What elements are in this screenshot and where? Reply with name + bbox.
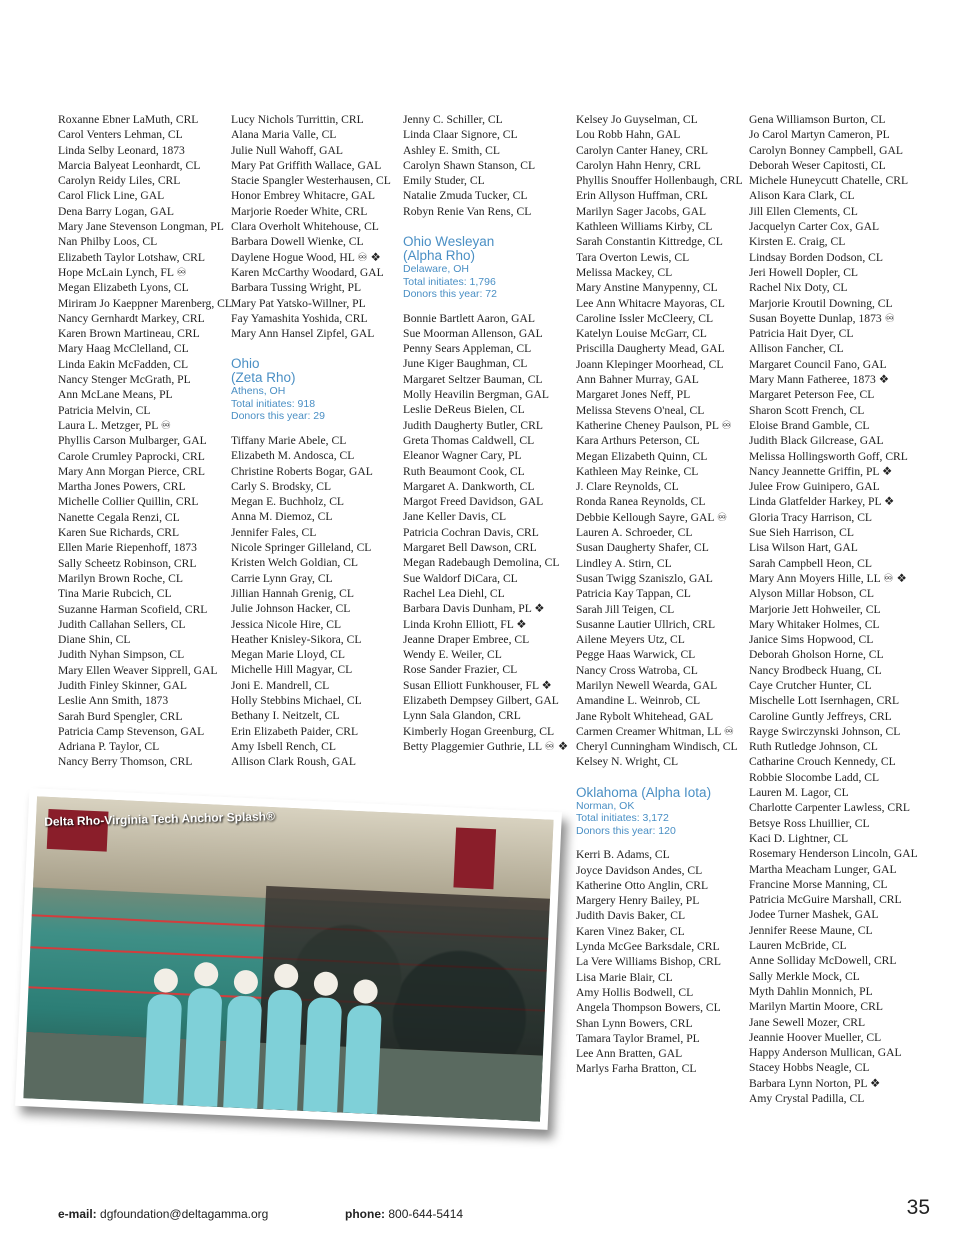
column-4	[576, 112, 746, 1077]
donor-name: Stacie Spangler Westerhausen, CL	[231, 174, 391, 188]
donor-name: J. Clare Reynolds, CL	[576, 480, 679, 494]
section-title-chapter: (Zeta Rho)	[231, 370, 296, 386]
donor-name: Katherine Cheney Paulson, PL ♾	[576, 418, 732, 432]
donor-name: Betsye Ross Lhuillier, CL	[749, 816, 870, 830]
donor-name: Ailene Meyers Utz, CL	[576, 633, 685, 647]
donor-name: Fay Yamashita Yoshida, CRL	[231, 311, 368, 325]
donor-name: Carolyn Reidy Liles, CRL	[58, 174, 181, 188]
anchor-splash-photo	[15, 788, 562, 1130]
column-2	[231, 112, 401, 769]
donor-name: Deborah Gholson Horne, CL	[749, 648, 884, 662]
donor-name: Barbara Lynn Norton, PL ❖	[749, 1076, 881, 1090]
section-title: Oklahoma (Alpha Iota)	[576, 784, 712, 800]
donor-name: Suzanne Harman Scofield, CRL	[58, 602, 208, 616]
donor-name: Sarah Jill Teigen, CL	[576, 602, 675, 616]
donor-name: Holly Stebbins Michael, CL	[231, 694, 362, 707]
ohio-wesleyan-list	[403, 311, 573, 755]
donor-name: Linda Glatfelder Harkey, PL ❖	[749, 495, 895, 509]
donor-name: Phyllis Carson Mulbarger, GAL	[58, 434, 207, 448]
donor-name: Tiffany Marie Abele, CL	[231, 433, 347, 447]
photo-person	[343, 1005, 382, 1114]
donor-name: Karen Brown Martineau, CRL	[58, 327, 200, 341]
donor-name: Amy Isbell Rench, CL	[231, 739, 336, 753]
donor-name: Tamara Taylor Bramel, PL	[576, 1031, 700, 1045]
footer-phone	[345, 1207, 463, 1221]
donor-name: Jane Keller Davis, CL	[403, 510, 507, 524]
donor-name: Elizabeth Dempsey Gilbert, GAL	[403, 694, 559, 707]
donor-name: Carly S. Brodsky, CL	[231, 479, 332, 493]
donor-name: Kelsey N. Wright, CL	[576, 755, 679, 769]
column-3	[403, 112, 573, 754]
donor-name: Myth Dahlin Monnich, PL	[749, 984, 873, 998]
donor-name: Elizabeth M. Andosca, CL	[231, 449, 355, 463]
donor-name: Lee Ann Bratten, GAL	[576, 1047, 683, 1061]
donor-name: Barbara Tussing Wright, PL	[231, 281, 362, 295]
donor-name: Jennifer Fales, CL	[231, 525, 317, 539]
donor-name: Bethany I. Neitzelt, CL	[231, 709, 340, 723]
donor-name: Bonnie Bartlett Aaron, GAL	[403, 311, 536, 325]
donor-name: Sarah Burd Spengler, CRL	[58, 709, 183, 723]
donor-name: Elizabeth Taylor Lotshaw, CRL	[58, 250, 205, 264]
donor-name: Mary Pat Yatsko-Willner, PL	[231, 296, 366, 310]
donor-name: Dena Barry Logan, GAL	[58, 204, 174, 218]
donor-name: Melissa Hollingsworth Goff, CRL	[749, 449, 908, 463]
donor-name: Sharon Scott French, CL	[749, 403, 865, 417]
donor-name: Francine Morse Manning, CL	[749, 877, 888, 891]
donor-name: Susan Elliott Funkhouser, FL ❖	[403, 678, 552, 692]
section-initiates: Total initiates: 3,172	[576, 812, 669, 825]
donor-name: Judith Davis Baker, CL	[576, 909, 686, 923]
donor-name: Carolyn Canter Haney, CRL	[576, 143, 708, 157]
donor-name: Leslie DeReus Bielen, CL	[403, 403, 525, 417]
donor-name: Michelle Collier Quillin, CRL	[58, 495, 199, 509]
donor-name: Tara Overton Lewis, CL	[576, 250, 690, 264]
donor-name: Carol Flick Line, GAL	[58, 189, 165, 203]
donor-name: Amy Hollis Bodwell, CL	[576, 985, 694, 999]
donor-name: Kara Arthurs Peterson, CL	[576, 434, 700, 448]
donor-name: Sally Merkle Mock, CL	[749, 969, 860, 983]
donor-name: Sue Waldorf DiCara, CL	[403, 571, 518, 585]
donor-name: Jodee Turner Mashek, GAL	[749, 908, 879, 922]
donor-name: Diane Shin, CL	[58, 633, 131, 647]
donor-name: Marcia Balyeat Leonhardt, CL	[58, 158, 201, 172]
donor-name: Marilyn Martin Moore, CRL	[749, 1000, 883, 1014]
donor-name: Melissa Stevens O'neal, CL	[576, 403, 705, 417]
photo-person	[263, 989, 302, 1110]
section-ohio-wesleyan	[403, 235, 573, 301]
donor-name: Michelle Hill Magyar, CL	[231, 663, 353, 677]
donor-name: Linda Selby Leonard, 1873	[58, 143, 185, 157]
donor-name: Kelsey Jo Guyselman, CL	[576, 113, 698, 126]
donor-name: Julie Null Wahoff, GAL	[231, 143, 343, 157]
donor-name: Mary Jane Stevenson Longman, PL	[58, 220, 224, 234]
donor-name: Ashley E. Smith, CL	[403, 143, 500, 157]
photo-banner	[453, 827, 496, 889]
donor-name: Martha Jones Powers, CRL	[58, 480, 186, 494]
donor-name: Sarah Campbell Heon, CL	[749, 556, 872, 570]
donor-name: Nancy Brodbeck Huang, CL	[749, 663, 882, 677]
donor-name: Patricia Cochran Davis, CRL	[403, 525, 539, 539]
donor-name: Patricia McGuire Marshall, CRL	[749, 893, 902, 907]
donor-name: Ellen Marie Riepenhoff, 1873	[58, 541, 197, 555]
donor-name: Marilyn Newell Wearda, GAL	[576, 678, 718, 692]
donor-name: Robbie Slocombe Ladd, CL	[749, 770, 880, 784]
donor-name: Judith Nyhan Simpson, CL	[58, 648, 185, 662]
donor-name: Caroline Guntly Jeffreys, CRL	[749, 709, 892, 723]
donor-name: Karen McCarthy Woodard, GAL	[231, 265, 384, 279]
photo-person	[223, 995, 262, 1108]
donor-name: Debbie Kellough Sayre, GAL ♾	[576, 510, 728, 524]
donor-name: Patricia Camp Stevenson, GAL	[58, 724, 205, 738]
donor-name: Jacquelyn Carter Cox, GAL	[749, 220, 880, 234]
donor-name: Janice Sims Hopwood, CL	[749, 633, 874, 647]
donor-name: Eloise Brand Gamble, CL	[749, 418, 870, 432]
donor-name: Judith Black Gilcrease, GAL	[749, 434, 884, 448]
donor-name: Barbara Davis Dunham, PL ❖	[403, 602, 545, 616]
donor-name: Jane Rybolt Whitehead, GAL	[576, 709, 714, 723]
donor-name: Susan Twigg Szaniszlo, GAL	[576, 571, 713, 585]
donor-name: Patricia Hait Dyer, CL	[749, 327, 854, 341]
donor-name: Karen Vinez Baker, CL	[576, 924, 685, 938]
donor-name: Carmen Creamer Whitman, LL ♾	[576, 724, 735, 738]
section-city: Athens, OH	[231, 385, 286, 398]
donor-name: Jeanne Draper Embree, CL	[403, 632, 530, 646]
donor-name: Catharine Crouch Kennedy, CL	[749, 755, 896, 769]
donor-name: Margaret Peterson Fee, CL	[749, 388, 875, 402]
donor-name: Jenny C. Schiller, CL	[403, 113, 503, 126]
donor-name: La Vere Williams Bishop, CRL	[576, 955, 721, 969]
donor-name: Michele Huneycutt Chatelle, CRL	[749, 174, 909, 188]
email-link[interactable]: dgfoundation@deltagamma.org	[100, 1207, 269, 1221]
donor-name: Miriram Jo Kaeppner Marenberg, CL	[58, 296, 232, 310]
donor-name: Heather Knisley-Sikora, CL	[231, 632, 362, 646]
donor-name: Marlys Farha Bratton, CL	[576, 1062, 697, 1076]
donor-name: Lynda McGee Barksdale, CRL	[576, 940, 720, 954]
donor-name: Ruth Beaumont Cook, CL	[403, 464, 525, 478]
donor-name: Sally Scheetz Robinson, CRL	[58, 556, 197, 570]
donor-name: Rose Sander Frazier, CL	[403, 663, 518, 677]
section-city: Norman, OK	[576, 799, 635, 812]
donor-name: Margery Henry Bailey, PL	[576, 894, 700, 908]
donor-name: Stacey Hobbs Neagle, CL	[749, 1061, 870, 1075]
donor-name: Sue Moorman Allenson, GAL	[403, 326, 543, 340]
donor-name: Linda Eakin McFadden, CL	[58, 357, 189, 371]
donor-name: Julee Frow Guinipero, GAL	[749, 480, 880, 494]
section-city: Delaware, OH	[403, 263, 469, 276]
donor-name: Hope McLain Lynch, FL ♾	[58, 265, 187, 279]
donor-name: Ann McLane Means, PL	[58, 388, 173, 402]
section-initiates: Total initiates: 918	[231, 397, 316, 410]
donor-name: Clara Overholt Whitehouse, CL	[231, 220, 379, 234]
donor-name: Jessica Nicole Hire, CL	[231, 617, 342, 631]
donor-name: Rosemary Henderson Lincoln, GAL	[749, 847, 918, 861]
donor-name: Erin Elizabeth Paider, CRL	[231, 724, 359, 738]
donor-name: Happy Anderson Mullican, GAL	[749, 1046, 902, 1060]
donor-name: Leslie Ann Smith, 1873	[58, 694, 169, 708]
photo-person	[303, 997, 342, 1112]
donor-name: Margaret Council Fano, GAL	[749, 357, 887, 371]
donor-name: Kerri B. Adams, CL	[576, 848, 670, 862]
donor-name: Jennifer Reese Maune, CL	[749, 923, 873, 937]
donor-name: Karen Sue Richards, CRL	[58, 526, 180, 540]
donor-name: Wendy E. Weiler, CL	[403, 648, 502, 662]
donor-name: Roxanne Ebner LaMuth, CRL	[58, 113, 199, 126]
col2-list	[231, 112, 401, 341]
donor-name: Amandine L. Weinrob, CL	[576, 694, 701, 708]
donor-name: Patricia Kay Tappan, CL	[576, 587, 691, 601]
donor-name: Sarah Constantin Kittredge, CL	[576, 235, 723, 249]
donor-name: Gena Williamson Burton, CL	[749, 113, 886, 126]
donor-name: Mary Pat Griffith Wallace, GAL	[231, 158, 382, 172]
donor-name: Margot Freed Davidson, GAL	[403, 495, 544, 509]
donor-name: Susan Boyette Dunlap, 1873 ♾	[749, 311, 895, 325]
donor-name: Nancy Stenger McGrath, PL	[58, 373, 191, 387]
donor-name: Susan Daugherty Shafer, CL	[576, 541, 709, 555]
donor-name: Barbara Dowell Wienke, CL	[231, 235, 364, 249]
donor-name: Jo Carol Martyn Cameron, PL	[749, 128, 890, 142]
section-title: Ohio	[231, 356, 260, 372]
donor-name: Anna M. Diemoz, CL	[231, 510, 333, 524]
col4-list	[576, 112, 746, 770]
donor-name: Penny Sears Appleman, CL	[403, 342, 532, 356]
donor-name: Carolyn Hahn Henry, CRL	[576, 158, 701, 172]
section-initiates: Total initiates: 1,796	[403, 275, 496, 288]
ohio-list	[231, 433, 401, 770]
photo-person	[183, 987, 222, 1106]
donor-name: Rachel Nix Doty, CL	[749, 281, 848, 295]
donor-name: Mary Haag McClelland, CL	[58, 342, 189, 356]
donor-name: Carole Crumley Paprocki, CRL	[58, 449, 205, 463]
donor-name: Carrie Lynn Gray, CL	[231, 571, 333, 585]
column-5	[749, 112, 934, 1106]
section-oklahoma	[576, 786, 746, 838]
donor-name: Megan Elizabeth Quinn, CL	[576, 449, 708, 463]
donor-name: Lauren McBride, CL	[749, 939, 847, 953]
donor-name: Carol Venters Lehman, CL	[58, 128, 183, 142]
donor-name: Marilyn Sager Jacobs, GAL	[576, 204, 707, 218]
donor-name: Charlotte Carpenter Lawless, CRL	[749, 801, 910, 815]
donor-name: June Kiger Baughman, CL	[403, 357, 528, 371]
donor-name: Honor Embrey Whitacre, GAL	[231, 189, 376, 203]
photo-image	[23, 796, 553, 1121]
donor-name: Lauren A. Schroeder, CL	[576, 526, 693, 540]
donor-name: Erin Allyson Huffman, CRL	[576, 189, 708, 203]
phone-label: phone:	[345, 1207, 385, 1221]
donor-name: Lindsay Borden Dodson, CL	[749, 250, 883, 264]
donor-name: Kristen Welch Goldian, CL	[231, 556, 359, 570]
donor-name: Tina Marie Rubcich, CL	[58, 587, 172, 601]
donor-name: Judith Finley Skinner, GAL	[58, 678, 187, 692]
donor-name: Julie Johnson Hacker, CL	[231, 602, 351, 616]
donor-name: Daylene Hogue Wood, HL ♾ ❖	[231, 250, 381, 264]
donor-name: Megan Elizabeth Lyons, CL	[58, 281, 189, 295]
donor-name: Kathleen Williams Kirby, CL	[576, 220, 713, 234]
donor-name: Priscilla Daugherty Mead, GAL	[576, 342, 725, 356]
donor-name: Phyllis Snouffer Hollenbaugh, CRL	[576, 174, 743, 188]
donor-name: Eleanor Wagner Cary, PL	[403, 449, 522, 463]
donor-name: Marilyn Brown Roche, CL	[58, 571, 183, 585]
donor-name: Rachel Lea Diehl, CL	[403, 586, 505, 600]
donor-name: Jeri Howell Dopler, CL	[749, 265, 859, 279]
donor-name: Marjorie Roeder White, CRL	[231, 204, 368, 218]
photo-caption: Delta Rho-Virginia Tech Anchor Splash®	[44, 809, 276, 829]
donor-name: Angela Thompson Bowers, CL	[576, 1001, 721, 1015]
donor-name: Carolyn Bonney Campbell, GAL	[749, 143, 903, 157]
phone-number: 800-644-5414	[388, 1207, 464, 1221]
donor-name: Joni E. Mandrell, CL	[231, 678, 330, 692]
donor-name: Lisa Wilson Hart, GAL	[749, 541, 858, 555]
donor-name: Kaci D. Lightner, CL	[749, 831, 849, 845]
donor-name: Jane Sewell Mozer, CRL	[749, 1015, 866, 1029]
donor-name: Patricia Melvin, CL	[58, 403, 151, 417]
photo-person	[143, 994, 182, 1105]
donor-name: Lou Robb Hahn, GAL	[576, 128, 681, 142]
donor-name: Ronda Ranea Reynolds, CL	[576, 495, 706, 509]
donor-name: Megan E. Buchholz, CL	[231, 495, 345, 509]
donor-name: Margaret Jones Neff, PL	[576, 388, 691, 402]
donor-name: Molly Heavilin Bergman, GAL	[403, 388, 549, 402]
donor-name: Lindley A. Stirn, CL	[576, 556, 672, 570]
donor-name: Lucy Nichols Turrittin, CRL	[231, 113, 364, 126]
donor-name: Linda Claar Signore, CL	[403, 128, 518, 142]
donor-name: Natalie Zmuda Tucker, CL	[403, 189, 528, 203]
donor-name: Pegge Haas Warwick, CL	[576, 648, 696, 662]
donor-name: Carolyn Shawn Stanson, CL	[403, 158, 536, 172]
donor-name: Caye Crutcher Hunter, CL	[749, 678, 872, 692]
donor-name: Deborah Weser Capitosti, CL	[749, 158, 886, 172]
donor-name: Margaret Seltzer Bauman, CL	[403, 372, 543, 386]
donor-name: Jeannie Hoover Mueller, CL	[749, 1030, 882, 1044]
donor-name: Alyson Millar Hobson, CL	[749, 587, 874, 601]
donor-name: Kathleen May Reinke, CL	[576, 464, 699, 478]
donor-name: Marjorie Jett Hohweiler, CL	[749, 602, 881, 616]
donor-name: Mary Anstine Manypenny, CL	[576, 281, 718, 295]
donor-name: Mary Whitaker Holmes, CL	[749, 617, 880, 631]
donor-name: Anne Solliday McDowell, CRL	[749, 954, 897, 968]
section-title-chapter: (Alpha Rho)	[403, 248, 476, 264]
donor-name: Mary Ann Hansel Zipfel, GAL	[231, 327, 375, 341]
section-ohio	[231, 357, 401, 423]
donor-name: Ruth Rutledge Johnson, CL	[749, 740, 878, 754]
section-title: Ohio Wesleyan	[403, 234, 495, 250]
donor-name: Linda Krohn Elliott, FL ❖	[403, 617, 527, 631]
donor-name: Nan Philby Loos, CL	[58, 235, 158, 249]
donor-name: Lauren M. Lagor, CL	[749, 786, 849, 800]
donor-name: Amy Crystal Padilla, CL	[749, 1092, 865, 1105]
donor-name: Lee Ann Whitacre Mayoras, CL	[576, 296, 725, 310]
donor-name: Kirsten E. Craig, CL	[749, 235, 846, 249]
donor-name: Emily Studer, CL	[403, 174, 485, 188]
donor-name: Jillian Hannah Grenig, CL	[231, 586, 354, 600]
donor-name: Sue Sieh Harrison, CL	[749, 526, 854, 540]
donor-name: Cheryl Cunningham Windisch, CL	[576, 740, 738, 754]
donor-name: Mary Ann Moyers Hille, LL ♾ ❖	[749, 571, 907, 585]
section-donors: Donors this year: 72	[403, 288, 497, 301]
donor-name: Megan Marie Lloyd, CL	[231, 648, 345, 662]
section-donors: Donors this year: 120	[576, 824, 676, 837]
donor-name: Susanne Lautier Ullrich, CRL	[576, 617, 716, 631]
col3-list	[403, 112, 573, 219]
donor-name: Caroline Issler McCleery, CL	[576, 311, 714, 325]
donor-name: Nancy Gernhardt Markey, CRL	[58, 311, 205, 325]
donor-name: Mischelle Lott Isernhagen, CRL	[749, 694, 900, 708]
footer-email	[58, 1207, 268, 1221]
donor-name: Lynn Sala Glandon, CRL	[403, 709, 521, 723]
donor-name: Judith Daugherty Butler, CRL	[403, 418, 543, 432]
donor-name: Margaret A. Dankworth, CL	[403, 479, 535, 493]
donor-name: Adriana P. Taylor, CL	[58, 740, 160, 754]
page-number: 35	[906, 1196, 930, 1219]
donor-name: Katelyn Louise McGarr, CL	[576, 327, 707, 341]
oklahoma-list	[576, 847, 746, 1076]
donor-name: Robyn Renie Van Rens, CL	[403, 204, 532, 218]
donor-name: Nicole Springer Gilleland, CL	[231, 541, 372, 555]
donor-name: Megan Radebaugh Demolina, CL	[403, 556, 560, 570]
donor-name: Katherine Otto Anglin, CRL	[576, 878, 709, 892]
donor-name: Greta Thomas Caldwell, CL	[403, 433, 535, 447]
donor-name: Mary Ann Morgan Pierce, CRL	[58, 464, 205, 478]
donor-name: Allison Clark Roush, GAL	[231, 755, 356, 769]
donor-name: Judith Callahan Sellers, CL	[58, 617, 186, 631]
donor-name: Jill Ellen Clements, CL	[749, 204, 858, 218]
donor-name: Martha Meacham Lunger, GAL	[749, 862, 897, 876]
donor-name: Melissa Mackey, CL	[576, 265, 673, 279]
donor-name: Kimberly Hogan Greenburg, CL	[403, 724, 555, 738]
section-donors: Donors this year: 29	[231, 410, 325, 423]
column-1	[58, 112, 232, 770]
donor-name: Nancy Jeannette Griffin, PL ❖	[749, 464, 893, 478]
donor-name: Nancy Cross Watroba, CL	[576, 663, 698, 677]
donor-name: Gloria Tracy Harrison, CL	[749, 510, 873, 524]
donor-name: Lisa Marie Blair, CL	[576, 970, 673, 984]
email-label: e-mail:	[58, 1207, 97, 1221]
donor-name: Marjorie Kroutil Downing, CL	[749, 296, 893, 310]
donor-name: Joyce Davidson Andes, CL	[576, 863, 703, 877]
donor-name: Betty Plaggemier Guthrie, LL ♾ ❖	[403, 739, 569, 753]
donor-name: Nanette Cegala Renzi, CL	[58, 510, 180, 524]
donor-name: Christine Roberts Bogar, GAL	[231, 464, 373, 478]
donor-name: Laura L. Metzger, PL ♾	[58, 418, 172, 432]
donor-name: Alana Maria Valle, CL	[231, 128, 337, 142]
donor-name: Shan Lynn Bowers, CRL	[576, 1016, 693, 1030]
donor-name: Mary Ellen Weaver Sipprell, GAL	[58, 663, 218, 677]
donor-name: Margaret Bell Dawson, CRL	[403, 541, 537, 555]
donor-name: Mary Mann Fatheree, 1873 ❖	[749, 373, 890, 387]
donor-name: Alison Kara Clark, CL	[749, 189, 855, 203]
donor-name: Joann Klepinger Moorhead, CL	[576, 357, 724, 371]
donor-name: Rayge Swirczynski Johnson, CL	[749, 724, 901, 738]
donor-name: Ann Bahner Murray, GAL	[576, 373, 699, 387]
donor-name: Nancy Berry Thomson, CRL	[58, 755, 193, 769]
donor-name: Allison Fancher, CL	[749, 342, 844, 356]
